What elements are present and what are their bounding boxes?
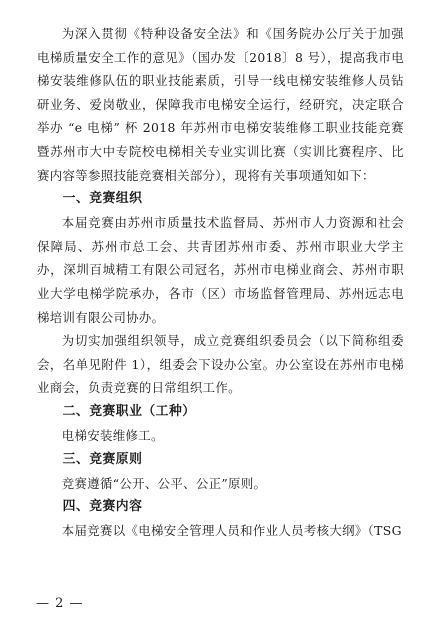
content-paragraph: 本届竞赛以《电梯安全管理人员和作业人员考核大纲》（TSG [61, 523, 402, 539]
organizers-paragraph: 本届竞赛由苏州市质量技术监督局、苏州市人力资源和社会保障局、苏州市总工会、共青团苏州市委、苏州市职业大学主办，深圳百城精工有限公司冠名，苏州市电梯业商会、苏州市职业大学电梯学院承办，各市（区）市场监督管理局、苏州远志电梯培训有限公司协办。 [37, 215, 404, 325]
intro-paragraph: 为深入贯彻《特种设备安全法》和《国务院办公厅关于加强电梯质量安全工作的意见》（国办发〔2018〕8 号），提高我市电梯安装维修队伍的职业技能素质，引导一线电梯安装维修人员钻研业务、爱岗敬业，保障我市电梯安全运行，经研究，决定联合举办 “e 电梯” 杯 2018 年苏州市电梯安装维修工职业技能竞赛暨苏州市大中专院校电梯相关专业实训比赛（实训比赛程序、比赛内容等参照技能竞赛相关部分），现将有关事项通知如下： [37, 26, 404, 183]
section-heading-competition-organization: 一、竞赛组织 [62, 191, 143, 207]
section-heading-competition-content: 四、竞赛内容 [62, 499, 143, 515]
occupation-paragraph: 电梯安装维修工。 [61, 427, 164, 443]
committee-paragraph: 为切实加强组织领导，成立竞赛组织委员会（以下简称组委会，名单见附件 1），组委会下设办公室。办公室设在苏州市电梯业商会，负责竞赛的日常组织工作。 [37, 333, 404, 396]
page-number: — 2 — [36, 596, 84, 611]
section-heading-competition-principles: 三、竞赛原则 [62, 451, 143, 467]
document-body [37, 22, 404, 543]
section-heading-competition-occupation: 二、竞赛职业（工种） [62, 403, 196, 419]
principles-paragraph: 竞赛遵循“公开、公平、公正”原则。 [61, 475, 267, 491]
